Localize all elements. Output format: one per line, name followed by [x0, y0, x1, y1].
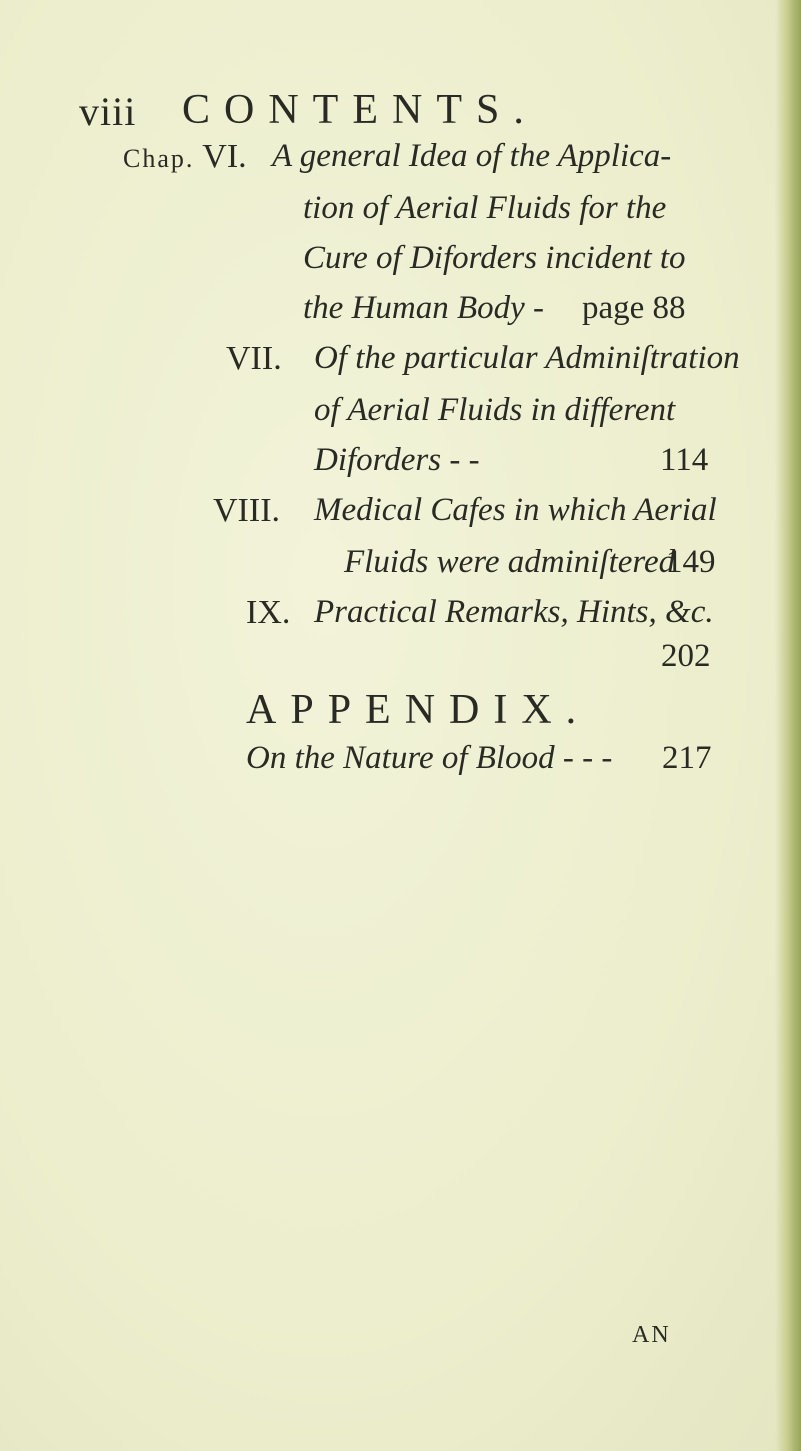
running-title: CONTENTS. — [182, 87, 538, 133]
chapter-7-title-line-3: Diforders - - — [314, 442, 480, 478]
chapter-6-title-line-4: the Human Body - — [303, 290, 545, 326]
chapter-6-page — [582, 290, 686, 327]
chapter-6-number: VI. — [202, 138, 247, 175]
chapter-8-page: 149 — [666, 544, 716, 580]
chapter-9-title-line-1: Practical Remarks, Hints, &c. — [314, 594, 714, 630]
chapter-6-title-line-2: tion of Aerial Fluids for the — [303, 190, 667, 226]
catchword: AN — [632, 1322, 671, 1348]
page-edge-shadow — [775, 0, 801, 1451]
chapter-6-title-line-1: A general Idea of the Applica- — [272, 138, 672, 174]
chapter-9-number: IX. — [246, 594, 291, 631]
appendix-heading: APPENDIX. — [246, 687, 591, 733]
chapter-6-label — [123, 138, 247, 176]
appendix-entry: On the Nature of Blood - - - — [246, 740, 613, 776]
chapter-7-number: VII. — [226, 340, 282, 377]
chapter-8-title-line-2: Fluids were adminiſtered — [344, 544, 676, 580]
folio: viii — [79, 89, 137, 134]
chapter-7-page: 114 — [660, 442, 709, 478]
appendix-page: 217 — [662, 740, 712, 776]
chapter-8-title-line-1: Medical Cafes in which Aerial — [314, 492, 717, 528]
page-prefix: page — [582, 290, 645, 326]
chapter-9-page: 202 — [661, 638, 711, 674]
chapter-6-title-line-3: Cure of Diforders incident to — [303, 240, 686, 276]
chapter-7-title-line-1: Of the particular Adminiſtration — [314, 340, 740, 376]
page-number: 88 — [652, 290, 686, 326]
chap-prefix: Chap. — [123, 144, 195, 173]
chapter-8-number: VIII. — [213, 492, 281, 529]
chapter-7-title-line-2: of Aerial Fluids in different — [314, 392, 676, 428]
